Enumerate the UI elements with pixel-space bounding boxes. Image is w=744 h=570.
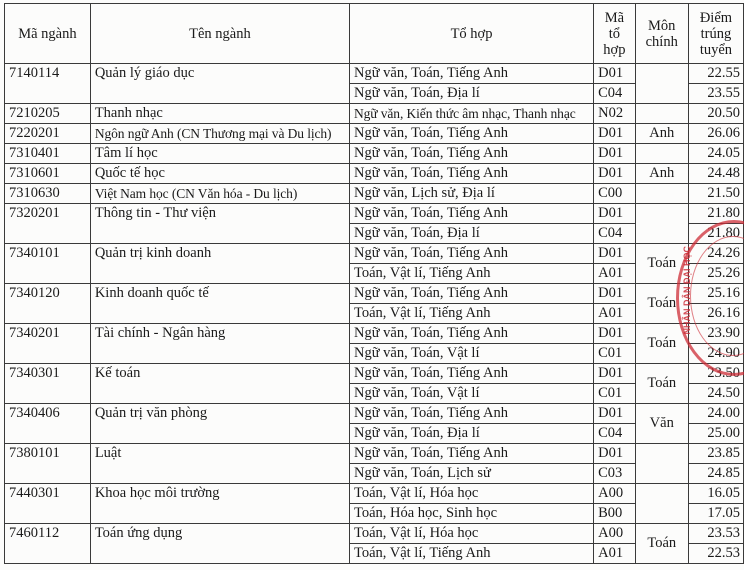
- cutoff-score: 22.53: [688, 544, 743, 564]
- combo-subjects: Ngữ văn, Toán, Địa lí: [349, 424, 593, 444]
- major-code: 7380101: [5, 444, 91, 484]
- cutoff-score: 25.26: [688, 264, 743, 284]
- combo-subjects: Ngữ văn, Toán, Tiếng Anh: [349, 64, 593, 84]
- main-subject: Toán: [635, 244, 688, 284]
- main-subject: Toán: [635, 524, 688, 564]
- combo-subjects: Ngữ văn, Toán, Tiếng Anh: [349, 164, 593, 184]
- major-name: Quản lý giáo dục: [90, 64, 349, 104]
- combo-subjects: Ngữ văn, Toán, Tiếng Anh: [349, 204, 593, 224]
- table-row: [5, 324, 744, 344]
- cutoff-score: 23.55: [688, 84, 743, 104]
- main-subject: [635, 144, 688, 164]
- major-name: Việt Nam học (CN Văn hóa - Du lịch): [90, 184, 349, 204]
- combo-code: A00: [594, 524, 636, 544]
- combo-subjects: Ngữ văn, Toán, Tiếng Anh: [349, 324, 593, 344]
- cutoff-score: 24.48: [688, 164, 743, 184]
- combo-code: D01: [594, 404, 636, 424]
- main-subject: [635, 104, 688, 124]
- combo-subjects: Ngữ văn, Toán, Tiếng Anh: [349, 124, 593, 144]
- combo-code: C04: [594, 224, 636, 244]
- cutoff-score: 26.16: [688, 304, 743, 324]
- major-code: 7310601: [5, 164, 91, 184]
- major-code: 7310401: [5, 144, 91, 164]
- major-name: Quản trị kinh doanh: [90, 244, 349, 284]
- combo-subjects: Ngữ văn, Lịch sử, Địa lí: [349, 184, 593, 204]
- major-code: 7340406: [5, 404, 91, 444]
- combo-code: B00: [594, 504, 636, 524]
- combo-code: C04: [594, 424, 636, 444]
- header-score: Điểm trúng tuyển: [688, 4, 743, 64]
- table-row: [5, 124, 744, 144]
- combo-subjects: Ngữ văn, Toán, Lịch sử: [349, 464, 593, 484]
- combo-subjects: Ngữ văn, Toán, Vật lí: [349, 344, 593, 364]
- main-subject: [635, 444, 688, 484]
- cutoff-score: 20.50: [688, 104, 743, 124]
- major-name: Kế toán: [90, 364, 349, 404]
- cutoff-score: 23.50: [688, 364, 743, 384]
- combo-subjects: Toán, Vật lí, Tiếng Anh: [349, 304, 593, 324]
- major-code: 7140114: [5, 64, 91, 104]
- combo-subjects: Ngữ văn, Kiến thức âm nhạc, Thanh nhạc: [349, 104, 593, 124]
- combo-subjects: Toán, Vật lí, Hóa học: [349, 484, 593, 504]
- table-body: [5, 64, 744, 564]
- cutoff-score: 24.05: [688, 144, 743, 164]
- table-row: [5, 184, 744, 204]
- major-name: Thông tin - Thư viện: [90, 204, 349, 244]
- combo-code: A01: [594, 304, 636, 324]
- main-subject: Toán: [635, 364, 688, 404]
- main-subject: Văn: [635, 404, 688, 444]
- main-subject: Toán: [635, 324, 688, 364]
- header-name: Tên ngành: [90, 4, 349, 64]
- table-row: [5, 444, 744, 464]
- combo-subjects: Ngữ văn, Toán, Tiếng Anh: [349, 364, 593, 384]
- cutoff-score: 26.06: [688, 124, 743, 144]
- cutoff-score: 21.80: [688, 204, 743, 224]
- table-row: [5, 284, 744, 304]
- cutoff-score: 23.53: [688, 524, 743, 544]
- major-code: 7340301: [5, 364, 91, 404]
- stamp-text: NHÂN DÂN ĐẠI HỌC: [682, 246, 692, 335]
- main-subject: [635, 484, 688, 524]
- combo-code: D01: [594, 444, 636, 464]
- major-name: Thanh nhạc: [90, 104, 349, 124]
- combo-code: C03: [594, 464, 636, 484]
- combo-code: C01: [594, 344, 636, 364]
- major-name: Tâm lí học: [90, 144, 349, 164]
- major-name: Toán ứng dụng: [90, 524, 349, 564]
- table-row: [5, 144, 744, 164]
- cutoff-score: 24.26: [688, 244, 743, 264]
- main-subject: [635, 184, 688, 204]
- major-name: Khoa học môi trường: [90, 484, 349, 524]
- combo-subjects: Toán, Hóa học, Sinh học: [349, 504, 593, 524]
- major-code: 7320201: [5, 204, 91, 244]
- table-row: [5, 204, 744, 224]
- combo-code: D01: [594, 144, 636, 164]
- combo-code: C04: [594, 84, 636, 104]
- table-row: [5, 484, 744, 504]
- header-combo: Tổ hợp: [349, 4, 593, 64]
- combo-subjects: Ngữ văn, Toán, Vật lí: [349, 384, 593, 404]
- major-code: 7340120: [5, 284, 91, 324]
- cutoff-score: 22.55: [688, 64, 743, 84]
- combo-subjects: Ngữ văn, Toán, Địa lí: [349, 224, 593, 244]
- cutoff-score: 17.05: [688, 504, 743, 524]
- combo-code: C01: [594, 384, 636, 404]
- table-row: [5, 244, 744, 264]
- main-subject: Anh: [635, 164, 688, 184]
- major-name: Luật: [90, 444, 349, 484]
- combo-subjects: Ngữ văn, Toán, Tiếng Anh: [349, 144, 593, 164]
- cutoff-score: 24.85: [688, 464, 743, 484]
- table-row: [5, 404, 744, 424]
- combo-code: C00: [594, 184, 636, 204]
- combo-code: A01: [594, 264, 636, 284]
- combo-code: D01: [594, 204, 636, 224]
- combo-subjects: Ngữ văn, Toán, Địa lí: [349, 84, 593, 104]
- cutoff-score: 23.90: [688, 324, 743, 344]
- combo-code: N02: [594, 104, 636, 124]
- table-row: [5, 164, 744, 184]
- major-name: Ngôn ngữ Anh (CN Thương mại và Du lịch): [90, 124, 349, 144]
- combo-subjects: Ngữ văn, Toán, Tiếng Anh: [349, 404, 593, 424]
- cutoff-score: 21.50: [688, 184, 743, 204]
- major-code: 7340101: [5, 244, 91, 284]
- major-code: 7210205: [5, 104, 91, 124]
- cutoff-score: 24.50: [688, 384, 743, 404]
- cutoff-score: 21.80: [688, 224, 743, 244]
- combo-subjects: Toán, Vật lí, Tiếng Anh: [349, 544, 593, 564]
- combo-subjects: Toán, Vật lí, Tiếng Anh: [349, 264, 593, 284]
- combo-subjects: Toán, Vật lí, Hóa học: [349, 524, 593, 544]
- major-name: Quản trị văn phòng: [90, 404, 349, 444]
- major-code: 7340201: [5, 324, 91, 364]
- header-main-subject: Môn chính: [635, 4, 688, 64]
- major-name: Kinh doanh quốc tế: [90, 284, 349, 324]
- major-code: 7310630: [5, 184, 91, 204]
- cutoff-score: 24.00: [688, 404, 743, 424]
- combo-subjects: Ngữ văn, Toán, Tiếng Anh: [349, 284, 593, 304]
- combo-code: A00: [594, 484, 636, 504]
- major-name: Tài chính - Ngân hàng: [90, 324, 349, 364]
- combo-code: D01: [594, 164, 636, 184]
- combo-code: D01: [594, 324, 636, 344]
- main-subject: Toán: [635, 284, 688, 324]
- cutoff-score: 24.90: [688, 344, 743, 364]
- cutoff-score: 25.16: [688, 284, 743, 304]
- major-name: Quốc tế học: [90, 164, 349, 184]
- main-subject: [635, 204, 688, 244]
- combo-code: D01: [594, 284, 636, 304]
- main-subject: [635, 64, 688, 104]
- major-code: 7460112: [5, 524, 91, 564]
- combo-code: D01: [594, 64, 636, 84]
- table-row: [5, 64, 744, 84]
- table-row: [5, 524, 744, 544]
- major-code: 7220201: [5, 124, 91, 144]
- combo-code: D01: [594, 364, 636, 384]
- combo-code: D01: [594, 124, 636, 144]
- cutoff-score: 23.85: [688, 444, 743, 464]
- header-code: Mã ngành: [5, 4, 91, 64]
- table-row: [5, 364, 744, 384]
- admission-scores-table: [4, 3, 744, 564]
- cutoff-score: 16.05: [688, 484, 743, 504]
- header-combo-code: Mã tổ hợp: [594, 4, 636, 64]
- combo-code: A01: [594, 544, 636, 564]
- table-row: [5, 104, 744, 124]
- major-code: 7440301: [5, 484, 91, 524]
- combo-code: D01: [594, 244, 636, 264]
- combo-subjects: Ngữ văn, Toán, Tiếng Anh: [349, 444, 593, 464]
- cutoff-score: 25.00: [688, 424, 743, 444]
- main-subject: Anh: [635, 124, 688, 144]
- combo-subjects: Ngữ văn, Toán, Tiếng Anh: [349, 244, 593, 264]
- header-row: [5, 4, 744, 64]
